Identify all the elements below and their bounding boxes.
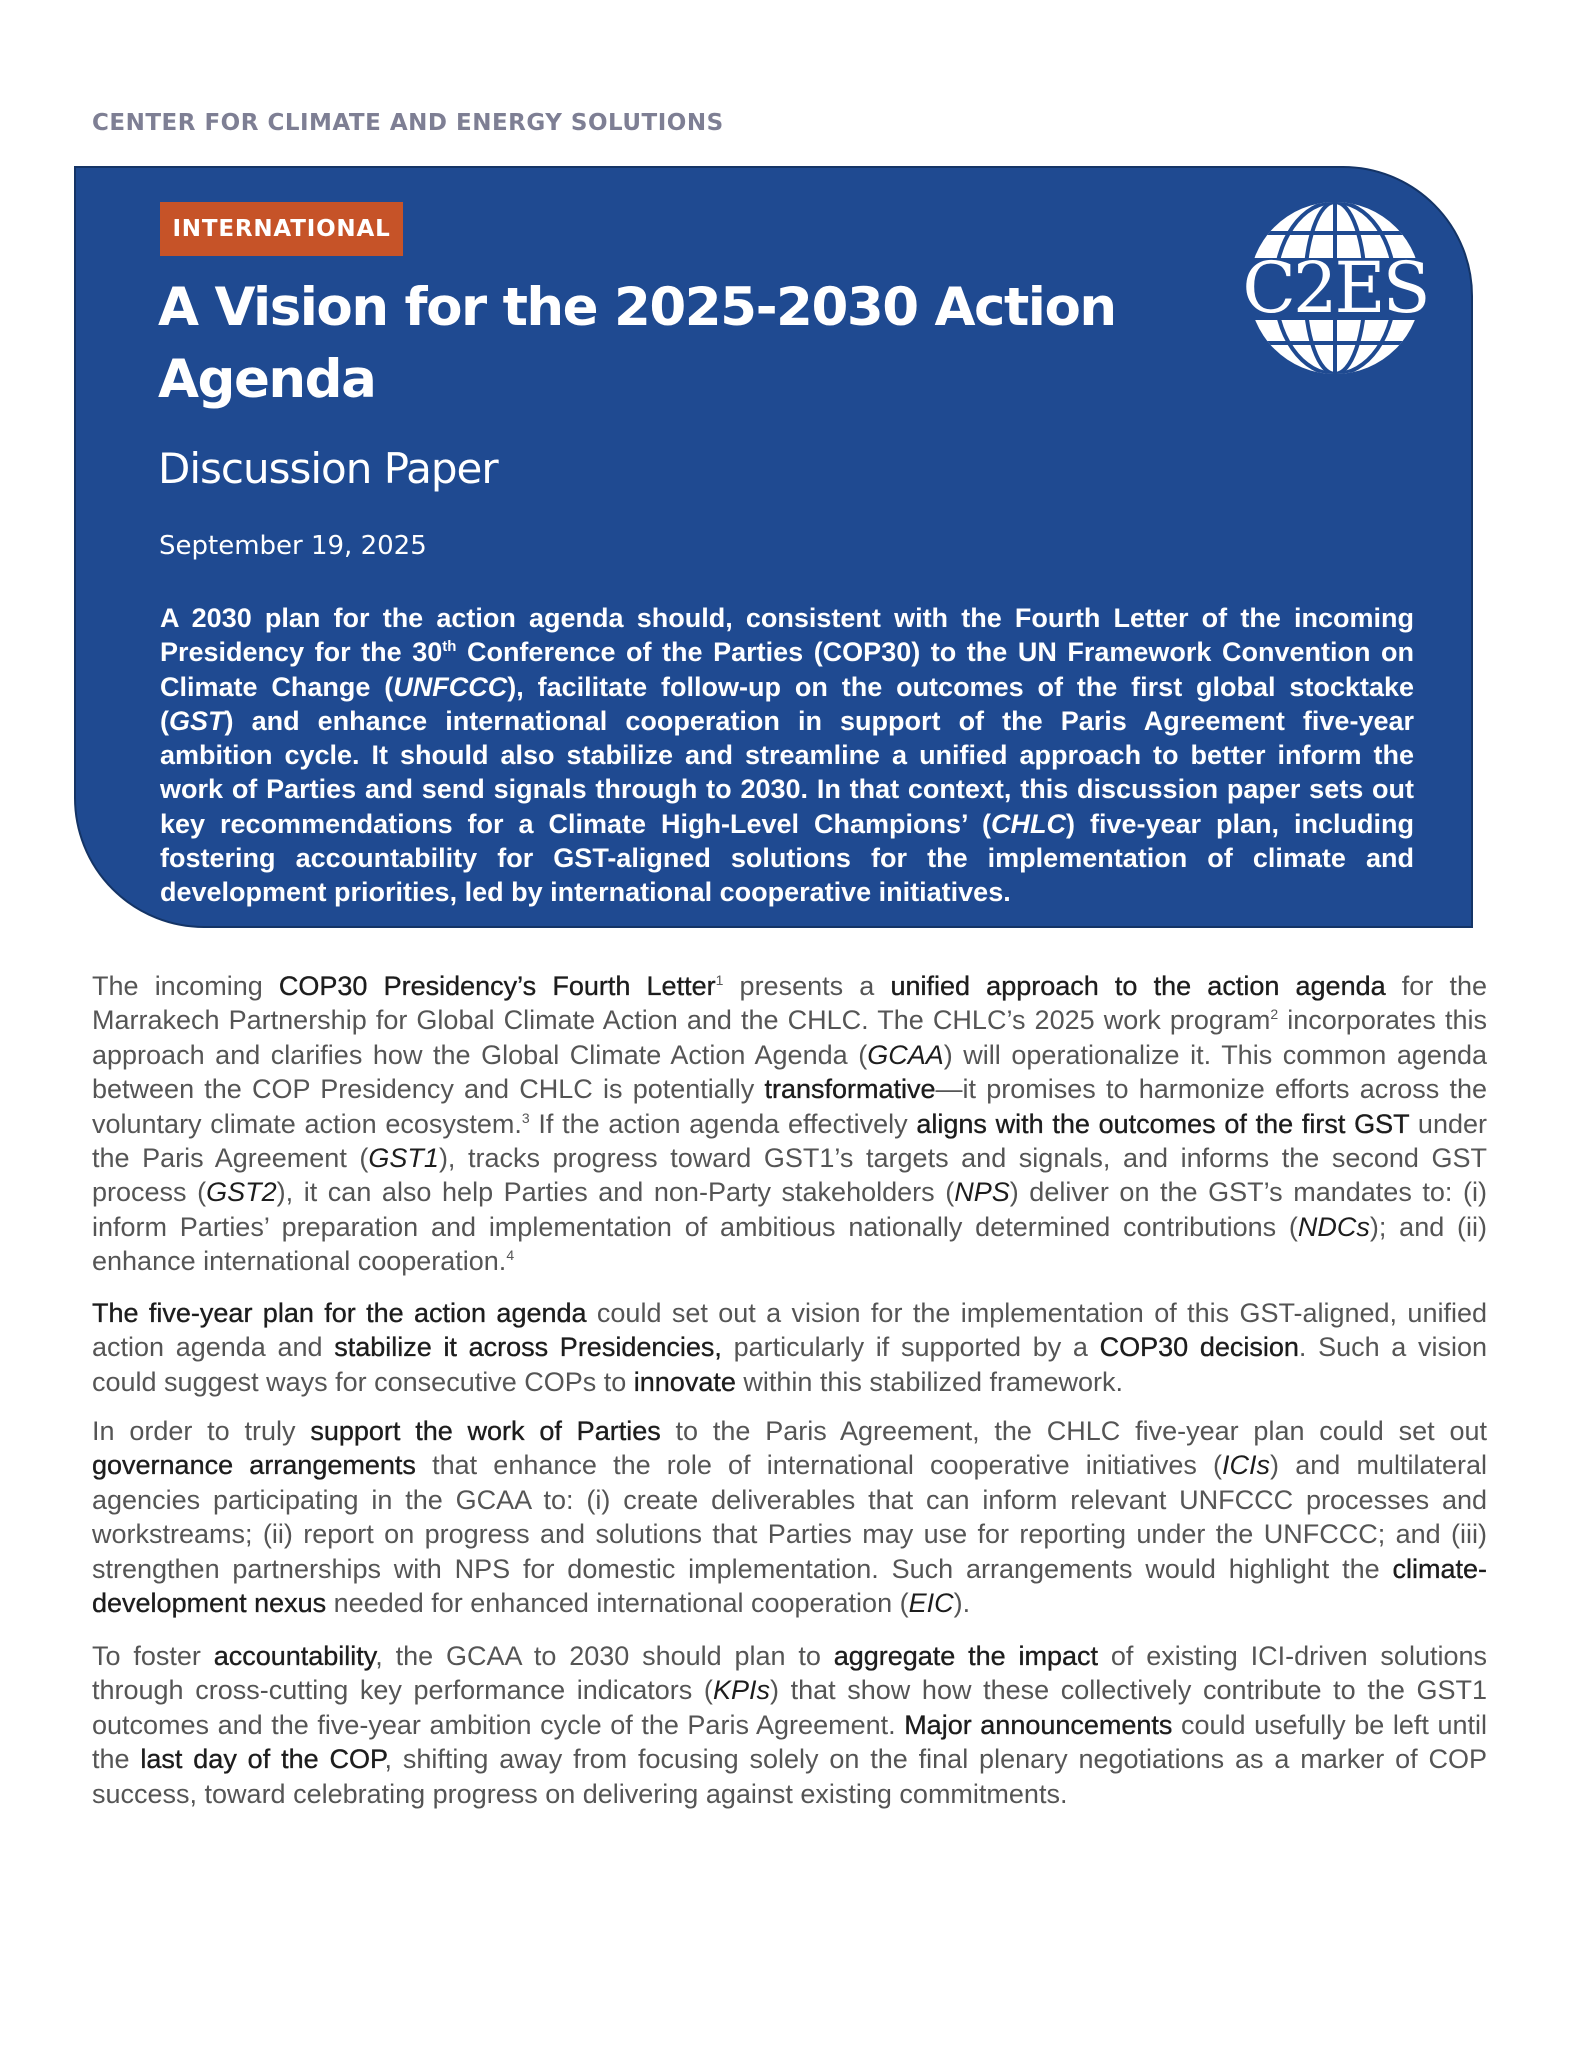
c2es-globe-logo bbox=[1240, 198, 1430, 378]
document-title: A Vision for the 2025-2030 Action Agenda bbox=[158, 277, 1116, 410]
body-paragraph-4: To foster accountability, the GCAA to 2030 should plan to aggregate the impact of existing ICI-driven solutions through cross-cutting key performance indicators (KPIs) that show how these collectively contribute to the GST1 outcomes and the five-year ambition cycle of the Paris Agreement. Major announcements could usefully be left until the last day of the COP, shifting away from focusing solely on the final plenary negotiations as a marker of COP success, toward celebrating progress on delivering against existing commitments. bbox=[92, 1641, 1488, 1809]
document-subtitle: Discussion Paper bbox=[158, 444, 498, 493]
footnote-ref-2[interactable]: 2 bbox=[1270, 1006, 1279, 1023]
organization-name: CENTER FOR CLIMATE AND ENERGY SOLUTIONS bbox=[92, 110, 724, 136]
category-tag: INTERNATIONAL bbox=[160, 202, 403, 256]
body-paragraph-1: The incoming COP30 Presidency’s Fourth Letter$^1$ presents a unified approach to the action agenda for the Marrakech Partnership for Global Climate Action and the CHLC. The CHLC’s 2025 work program$^2$ incorporates this approach and clarifies how the Global Climate Action Agenda (GCAA) will operationalize it. This common agenda between the COP Presidency and CHLC is potentially transformative—it promises to harmonize efforts across the voluntary climate action ecosystem.$^3$ If the action agenda effectively aligns with the outcomes of the first GST under the Paris Agreement (GST1), tracks progress toward GST1’s targets and signals, and informs the second GST process (GST2), it can also help Parties and non-Party stakeholders (NPS) deliver on the GST’s mandates to: (i) inform Parties’ preparation and implementation of ambitious nationally determined contributions (NDCs); and (ii) enhance international cooperation.$^4$ bbox=[92, 971, 1487, 1277]
footnote-ref-4[interactable]: 4 bbox=[506, 1247, 515, 1264]
publication-date: September 19, 2025 bbox=[159, 531, 427, 561]
logo-text: C2ES bbox=[1242, 247, 1428, 329]
footnote-ref-1[interactable]: 1 bbox=[715, 972, 724, 988]
body-paragraph-3: In order to truly support the work of Parties to the Paris Agreement, the CHLC five-year plan could set out governance arrangements that enhance the role of international cooperative initiatives (ICIs) and multilateral agencies participating in the GCAA to: (i) create deliverables that can inform relevant UNFCCC processes and workstreams; (ii) report on progress and solutions that Parties may use for reporting under the UNFCCC; and (iii) strengthen partnerships with NPS for domestic implementation. Such arrangements would highlight the climate-development nexus needed for enhanced international cooperation (EIC). bbox=[92, 1416, 1487, 1619]
footnote-ref-3[interactable]: 3 bbox=[521, 1109, 530, 1126]
abstract: A 2030 plan for the action agenda should, consistent with the Fourth Letter of the incoming Presidency for the 30th Conference of the Parties (COP30) to the UN Framework Convention on Climate Change (UNFCCC), facilitate follow-up on the outcomes of the first global stocktake (GST) and enhance international cooperation in support of the Paris Agreement five-year ambition cycle. It should also stabilize and streamline a unified approach to better inform the work of Parties and send signals through to 2030. In that context, this discussion paper sets out key recommendations for a Climate High-Level Champions’ (CHLC) five-year plan, including fostering accountability for GST-aligned solutions for the implementation of climate and development priorities, led by international cooperative initiatives. bbox=[160, 603, 1414, 908]
body-paragraph-2: The five-year plan for the action agenda could set out a vision for the implementation of this GST-aligned, unified action agenda and stabilize it across Presidencies, particularly if supported by a COP30 decision. Such a vision could suggest ways for consecutive COPs to innovate within this stabilized framework. bbox=[92, 1298, 1487, 1397]
